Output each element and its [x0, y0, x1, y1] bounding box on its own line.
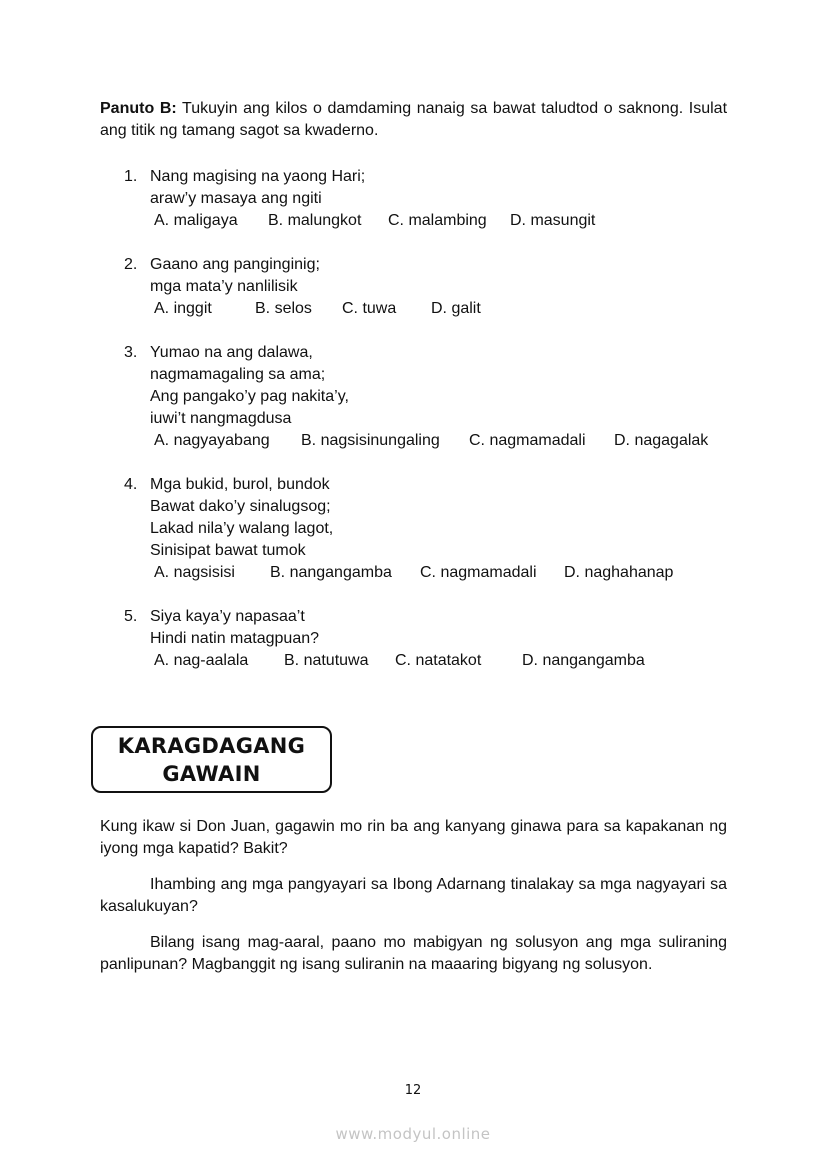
- choice-a: A. nag-aalala: [154, 652, 249, 669]
- verse-line: nagmamagaling sa ama;: [150, 366, 326, 383]
- choice-c: C. malambing: [388, 212, 487, 229]
- choice-a: A. maligaya: [154, 212, 238, 229]
- page-number: 12: [404, 1083, 422, 1098]
- verse-line: Gaano ang panginginig;: [150, 256, 320, 273]
- question-number: 4.: [124, 476, 138, 493]
- choice-b: B. nagsisinungaling: [301, 432, 440, 449]
- verse-line: Bawat dako’y sinalugsog;: [150, 498, 331, 515]
- verse-line: araw’y masaya ang ngiti: [150, 190, 322, 207]
- choice-a: A. inggit: [154, 300, 212, 317]
- verse-line: Ang pangako’y pag nakita’y,: [150, 388, 349, 405]
- section-banner: [91, 726, 332, 793]
- activity-question: Kung ikaw si Don Juan, gagawin mo rin ba ang kanyang ginawa para sa kapakanan ng iyong mga kapatid? Bakit?: [100, 818, 727, 857]
- instructions-text: Tukuyin ang kilos o damdaming nanaig sa bawat taludtod o saknong. Isulat ang titik ng tamang sagot sa kwaderno.: [100, 100, 728, 139]
- verse-line: mga mata’y nanlilisik: [150, 278, 298, 295]
- verse-line: Mga bukid, burol, bundok: [150, 476, 330, 493]
- choice-c: C. nagmamadali: [469, 432, 586, 449]
- verse-line: Hindi natin matagpuan?: [150, 630, 320, 647]
- answer-choices: [150, 650, 744, 672]
- verse-line: Nang magising na yaong Hari;: [150, 168, 366, 185]
- question-item: [124, 606, 744, 672]
- question-number: 1.: [124, 168, 138, 185]
- verse-line: iuwi’t nangmagdusa: [150, 410, 292, 427]
- choice-b: B. selos: [255, 300, 312, 317]
- question-item: [124, 166, 744, 232]
- choice-c: C. nagmamadali: [420, 564, 537, 581]
- choice-d: D. nagagalak: [614, 432, 709, 449]
- choice-a: A. nagsisisi: [154, 564, 235, 581]
- choice-d: D. naghahanap: [564, 564, 674, 581]
- question-list: [124, 166, 744, 694]
- question-number: 3.: [124, 344, 138, 361]
- choice-b: B. natutuwa: [284, 652, 369, 669]
- verse-line: Sinisipat bawat tumok: [150, 542, 306, 559]
- question-item: [124, 474, 744, 584]
- activity-question: Ihambing ang mga pangyayari sa Ibong Adarnang tinalakay sa mga nagyayari sa kasalukuyan?: [100, 876, 727, 915]
- instructions-label: Panuto B:: [100, 100, 177, 117]
- activity-question: Bilang isang mag-aaral, paano mo mabigyan ng solusyon ang mga suliraning panlipunan? Magbanggit ng isang suliranin na maaaring bigyang ng solusyon.: [100, 934, 727, 973]
- section-title-line-1: KARAGDAGANG: [117, 733, 306, 758]
- answer-choices: [150, 210, 744, 232]
- question-item: [124, 342, 744, 452]
- watermark-url: www.modyul.online: [335, 1125, 491, 1143]
- answer-choices: [150, 298, 744, 320]
- choice-d: D. galit: [431, 300, 481, 317]
- choice-b: B. nangangamba: [270, 564, 392, 581]
- instructions: [100, 98, 727, 142]
- answer-choices: [150, 562, 744, 584]
- question-item: [124, 254, 744, 320]
- verse-line: Yumao na ang dalawa,: [150, 344, 313, 361]
- choice-c: C. tuwa: [342, 300, 397, 317]
- choice-c: C. natatakot: [395, 652, 482, 669]
- verse-line: Siya kaya’y napasaa’t: [150, 608, 305, 625]
- question-number: 5.: [124, 608, 138, 625]
- question-number: 2.: [124, 256, 138, 273]
- choice-d: D. nangangamba: [522, 652, 645, 669]
- choice-a: A. nagyayabang: [154, 432, 270, 449]
- verse-line: Lakad nila’y walang lagot,: [150, 520, 334, 537]
- choice-b: B. malungkot: [268, 212, 362, 229]
- answer-choices: [150, 430, 744, 452]
- choice-d: D. masungit: [510, 212, 596, 229]
- section-title-line-2: GAWAIN: [162, 761, 261, 786]
